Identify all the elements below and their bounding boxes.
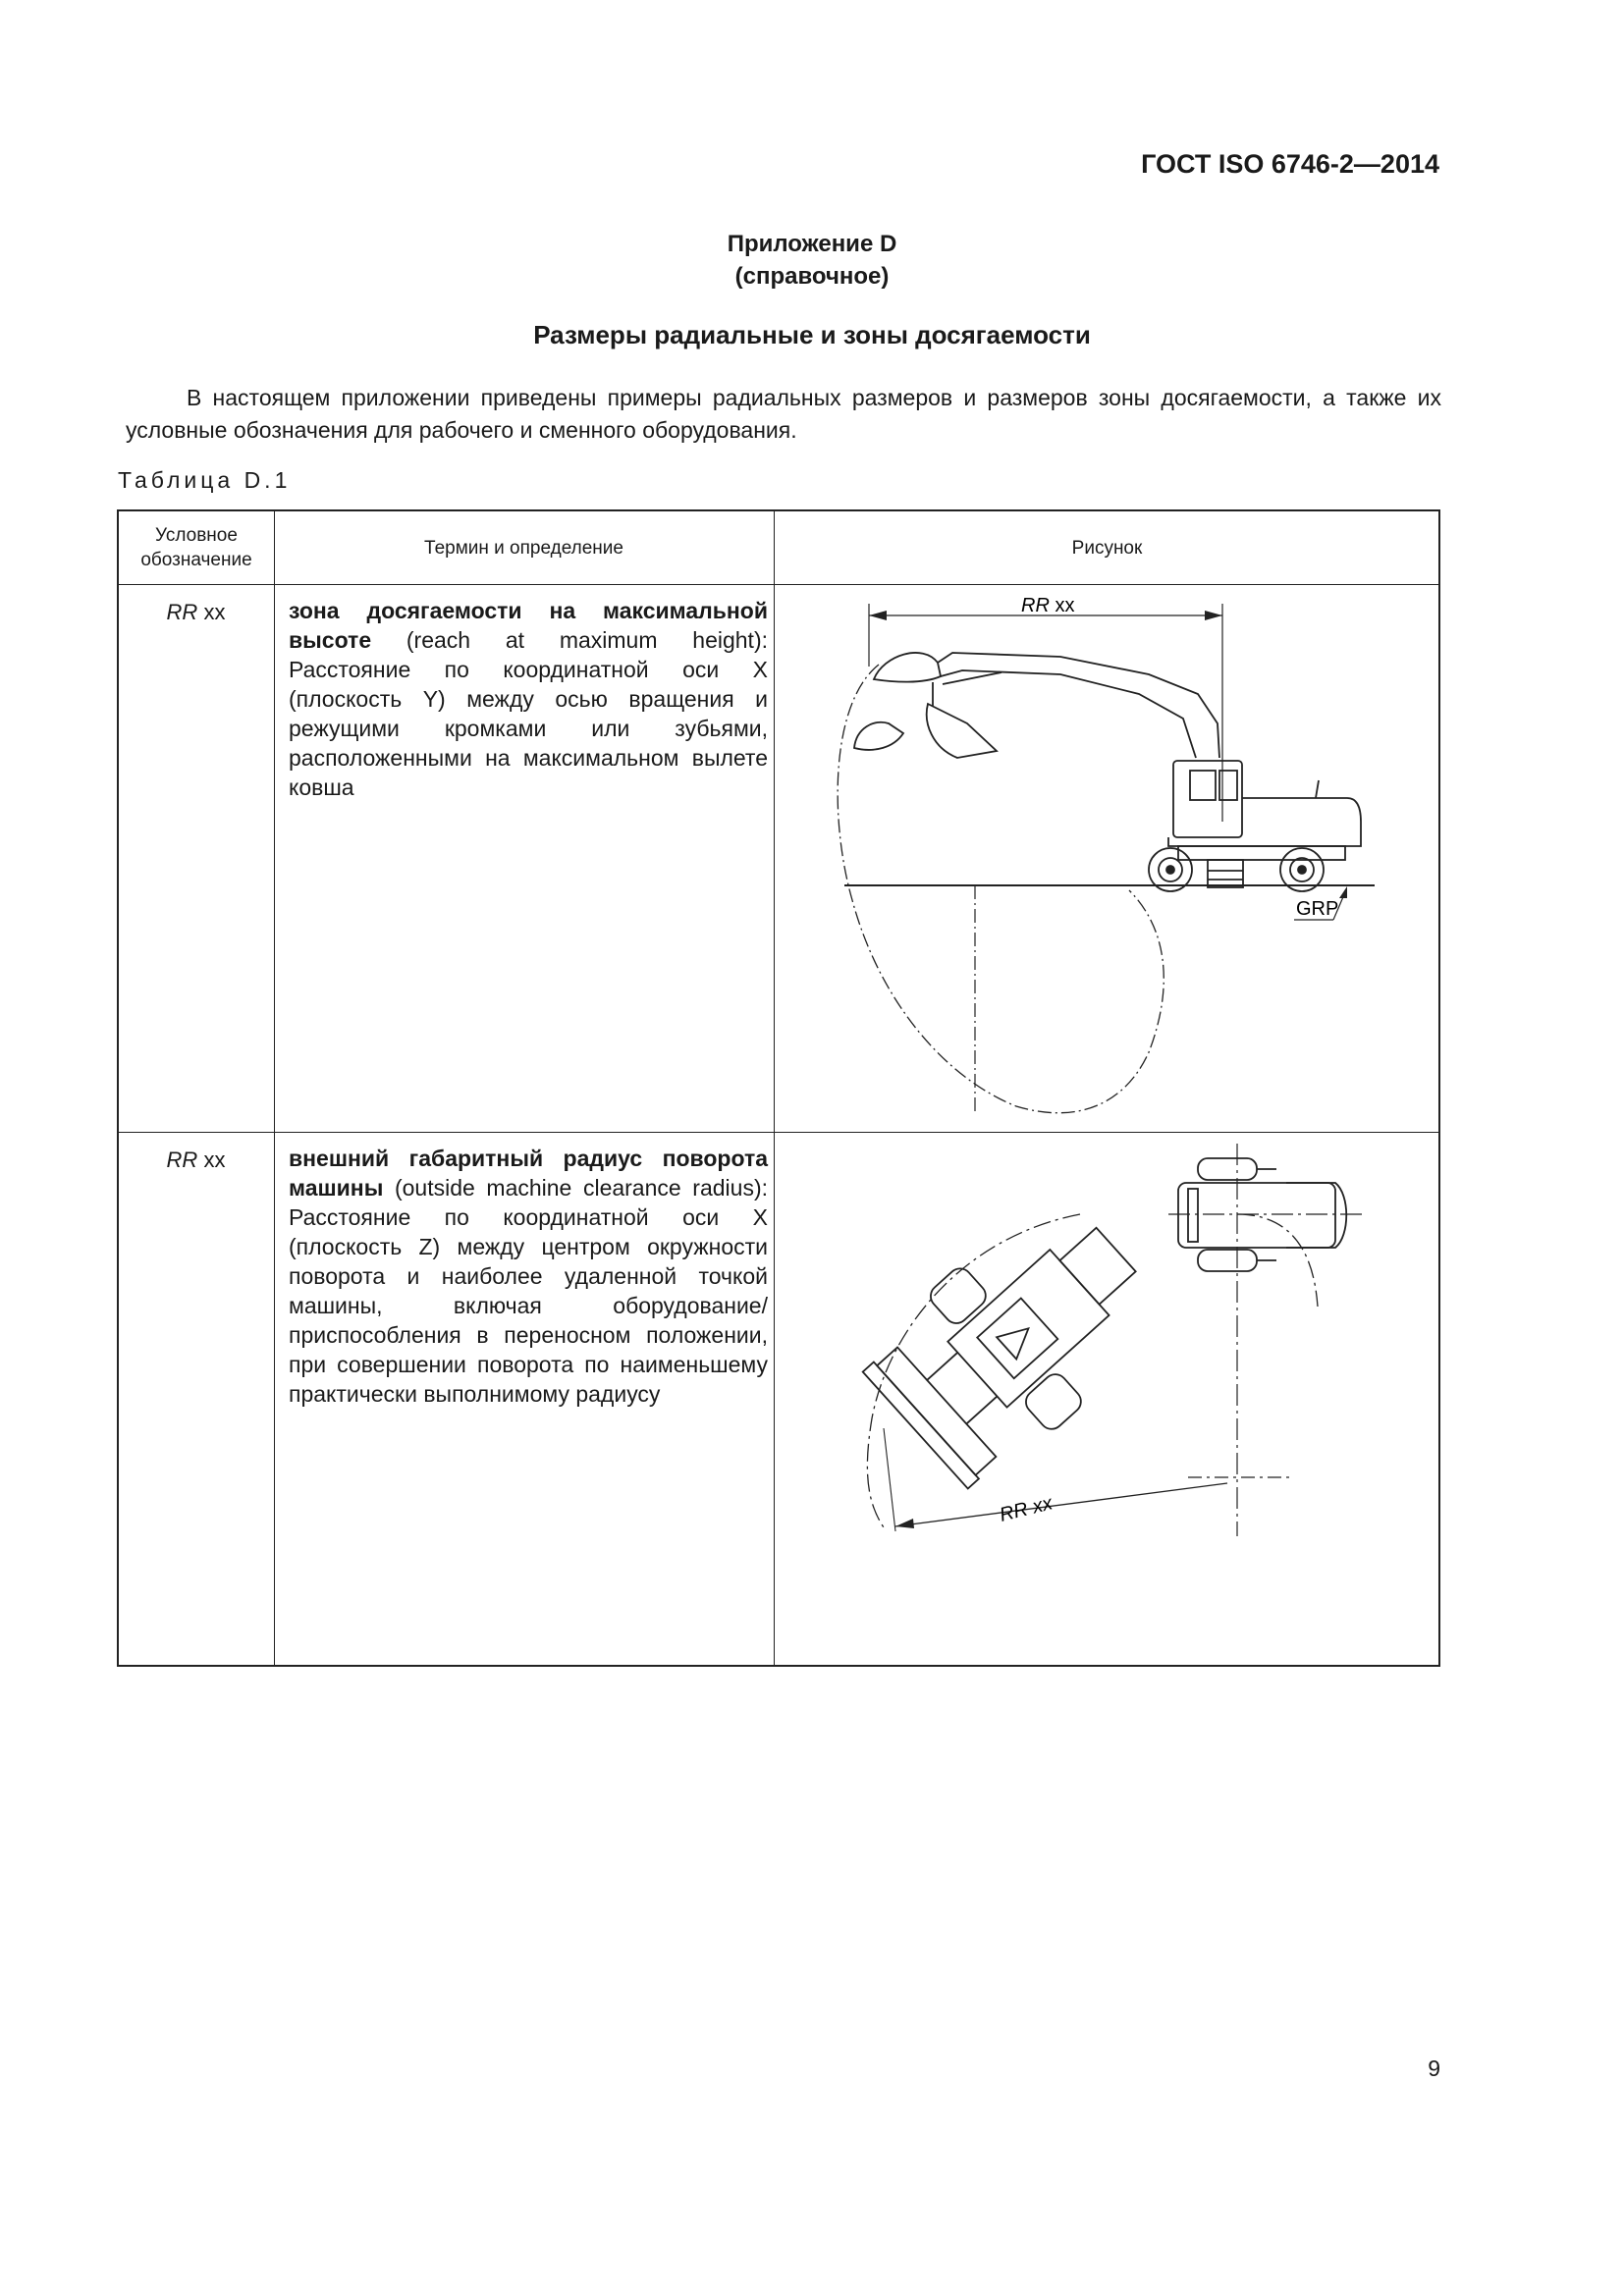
appendix-title: Приложение D	[727, 231, 897, 257]
appendix-heading	[0, 228, 1624, 293]
front-wheel-right	[1021, 1369, 1086, 1434]
wheel-top	[1198, 1158, 1257, 1180]
blade	[877, 1348, 996, 1475]
table-caption: Таблица D.1	[118, 467, 292, 493]
radius-extension	[884, 1428, 895, 1531]
front-cab	[977, 1298, 1057, 1378]
boom-lower-edge	[941, 670, 1196, 758]
cab-window	[1190, 771, 1216, 800]
exhaust-pipe	[1316, 780, 1319, 798]
row1-term-definition: (reach at maximum height): Расстояние по координатной оси X (плоскость Y) между осью вращения и режущими кромками или зубьями, расположенными на максимальном вылете ковша	[289, 627, 768, 800]
document-code: ГОСТ ISO 6746-2—2014	[1141, 149, 1439, 179]
blade-edge	[863, 1362, 979, 1489]
column-divider	[274, 511, 275, 1665]
radius-line	[895, 1483, 1227, 1526]
step-ladder	[1208, 860, 1243, 887]
arrow-right-icon	[1205, 611, 1222, 620]
intro-paragraph: В настоящем приложении приведены примеры радиальных размеров и размеров зоны досягаемости, а также их условные обозначения для рабочего и сменного оборудования.	[126, 385, 1441, 443]
fig1-dimension-label-suffix: xx	[1049, 595, 1075, 616]
row1-term-title: зона досягаемости на максимальной высоте	[289, 598, 768, 653]
row1-symbol	[119, 600, 273, 625]
boom-upper-edge	[938, 653, 1219, 758]
row2-term	[289, 1144, 768, 1409]
row2-term-definition: (outside machine clearance radius): Расстояние по координатной оси X (плоскость Z) между центром окружности поворота и наиболее удаленной точкой машины, включая оборудование/приспособления в переносном положении, при совершении поворота по наименьшему практически выполнимому радиусу	[289, 1175, 768, 1407]
blade-arm	[966, 1396, 997, 1423]
bucket-upper	[874, 653, 941, 682]
outside-clearance-radius-figure	[776, 1134, 1439, 1666]
grp-arrow-icon	[1339, 886, 1347, 898]
row2-term-title: внешний габаритный радиус поворота машины	[289, 1146, 768, 1201]
tractor-grille	[1188, 1189, 1198, 1242]
header-figure: Рисунок	[1071, 537, 1143, 559]
tractor-body	[1178, 1183, 1335, 1248]
row2-symbol-italic: RR	[166, 1148, 198, 1172]
header-symbol: Условное обозначение	[140, 525, 252, 570]
row2-symbol-suffix: xx	[197, 1148, 226, 1172]
grp-label: GRP	[1296, 898, 1339, 920]
header-term: Термин и определение	[424, 537, 623, 559]
row-divider	[119, 1132, 1438, 1133]
wheel-center	[1298, 866, 1306, 874]
row1-term	[289, 596, 768, 802]
cab	[1173, 761, 1242, 837]
machine-body	[1168, 798, 1361, 846]
arrow-left-icon	[869, 611, 887, 620]
table-d1	[117, 509, 1440, 1667]
radius-arrow-icon	[895, 1519, 914, 1528]
clearance-arc-right	[1237, 1214, 1318, 1307]
fig2-dimension-label: RR xx	[997, 1492, 1056, 1526]
wheel-center	[1166, 866, 1174, 874]
wheel-bottom	[1198, 1250, 1257, 1271]
row1-symbol-italic: RR	[166, 600, 198, 624]
blade-arm	[927, 1353, 957, 1380]
reach-at-max-height-figure	[776, 586, 1439, 1130]
articulation-joint	[1059, 1228, 1135, 1305]
section-title: Размеры радиальные и зоны досягаемости	[533, 320, 1091, 349]
row2-symbol	[119, 1148, 273, 1173]
reach-envelope	[838, 665, 1164, 1113]
cab-marker	[997, 1317, 1038, 1359]
column-divider	[774, 511, 775, 1665]
bucket-lower	[854, 722, 903, 750]
header-divider	[119, 584, 1438, 585]
fig1-dimension-label-italic: RR	[1021, 595, 1050, 616]
bucket-mid	[927, 704, 997, 758]
row1-symbol-suffix: xx	[197, 600, 226, 624]
page-number: 9	[1428, 2056, 1440, 2081]
appendix-subtitle: (справочное)	[734, 263, 890, 290]
fig1-dimension-label	[1021, 595, 1074, 616]
